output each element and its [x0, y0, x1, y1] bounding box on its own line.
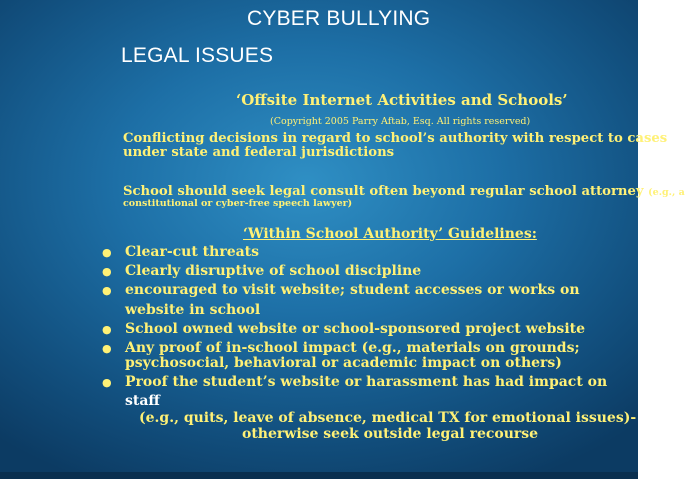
bullet-icon: ● [102, 246, 112, 259]
bullet-continuation: psychosocial, behavioral or academic impact on others) [125, 355, 562, 371]
paragraph-jurisdictions [123, 132, 667, 160]
bullet-continuation: website in school [125, 302, 261, 318]
bullet-icon: ● [102, 284, 112, 297]
bullet-continuation: staff [125, 393, 160, 409]
bullet-icon: ● [102, 342, 112, 355]
bullet-text: Proof the student’s website or harassment has had impact on [125, 374, 608, 390]
bullet-item [104, 322, 585, 337]
bullet-text: Clear-cut threats [125, 244, 260, 260]
bullet-item [104, 375, 607, 390]
topic-title: ‘Offsite Internet Activities and Schools’ [236, 91, 568, 109]
paragraph-main-text: School should seek legal consult often beyond regular school attorney [123, 184, 644, 199]
bullet-item [104, 341, 580, 356]
bullet-icon: ● [102, 265, 112, 278]
slide-subtitle-heading: LEGAL ISSUES [121, 44, 274, 67]
paragraph-line: under state and federal jurisdictions [123, 145, 395, 160]
bullet-item [104, 283, 580, 298]
paragraph-line: Conflicting decisions in regard to school’s authority with respect to cases [123, 131, 668, 146]
bullet-icon: ● [102, 323, 112, 336]
closing-note: otherwise seek outside legal recourse [242, 426, 539, 442]
closing-note: (e.g., quits, leave of absence, medical TX for emotional issues)- [139, 410, 637, 426]
bullet-item [104, 245, 259, 260]
bullet-text: School owned website or school-sponsored project website [125, 321, 586, 337]
bullet-text: encouraged to visit website; student accesses or works on [125, 282, 580, 298]
bullet-item [104, 264, 421, 279]
section-heading: ‘Within School Authority’ Guidelines: [243, 226, 537, 242]
copyright-note: (Copyright 2005 Parry Aftab, Esq. All rights reserved) [270, 116, 531, 127]
paragraph-small-text: (e.g., a [648, 187, 685, 198]
paragraph-small-line: constitutional or cyber-free speech lawyer) [123, 198, 353, 209]
slide-title: CYBER BULLYING [247, 7, 431, 30]
footer-bar [0, 472, 638, 479]
bullet-text: Any proof of in-school impact (e.g., materials on grounds; [125, 340, 580, 356]
bullet-text: Clearly disruptive of school discipline [125, 263, 422, 279]
bullet-icon: ● [102, 376, 112, 389]
